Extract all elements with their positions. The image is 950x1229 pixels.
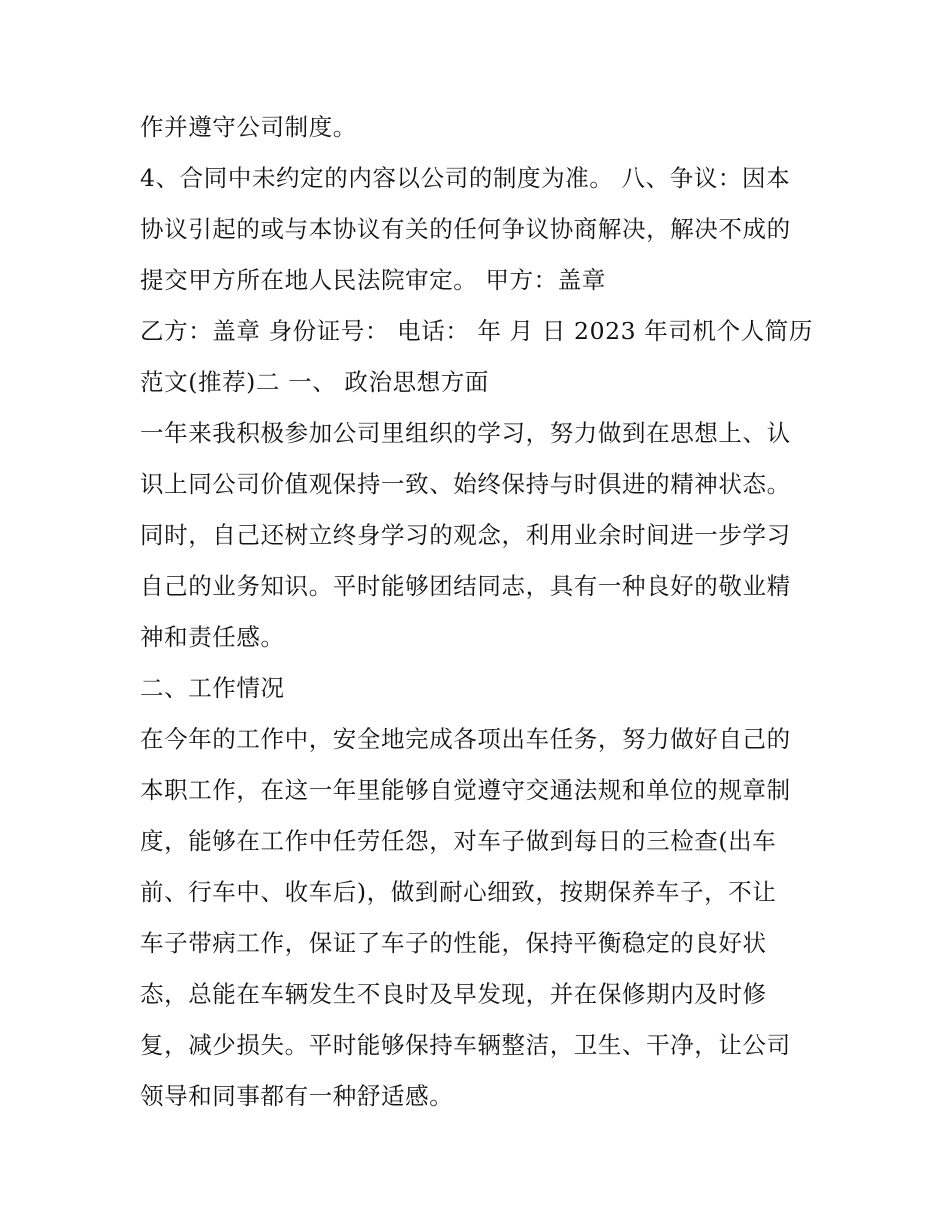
text-line: 在今年的工作中，安全地完成各项出车任务，努力做好自己的: [140, 725, 791, 753]
text-line: 识上同公司价值观保持一致、始终保持与时俱进的精神状态。: [140, 470, 791, 498]
text-line: 态，总能在车辆发生不良时及早发现，并在保修期内及时修: [140, 980, 767, 1008]
text-line: 自己的业务知识。平时能够团结同志，具有一种良好的敬业精: [140, 572, 791, 600]
text-line: 4、合同中未约定的内容以公司的制度为准。 八、争议：因本: [140, 164, 791, 192]
text-line: 一年来我积极参加公司里组织的学习，努力做到在思想上、认: [140, 419, 791, 447]
section-heading: 二、工作情况: [140, 674, 285, 702]
text-line: 车子带病工作，保证了车子的性能，保持平衡稳定的良好状: [140, 929, 767, 957]
text-line: 乙方：盖章 身份证号： 电话： 年 月 日 2023 年司机个人简历: [140, 317, 813, 345]
text-line: 度，能够在工作中任劳任怨，对车子做到每日的三检查(出车: [140, 827, 777, 855]
text-line: 作并遵守公司制度。: [140, 113, 357, 141]
text-line: 范文(推荐)二 一、 政治思想方面: [140, 368, 489, 396]
text-line: 本职工作，在这一年里能够自觉遵守交通法规和单位的规章制: [140, 776, 791, 804]
text-line: 神和责任感。: [140, 623, 285, 651]
text-line: 前、行车中、收车后)，做到耐心细致，按期保养车子，不让: [140, 878, 777, 906]
text-line: 同时，自己还树立终身学习的观念，利用业余时间进一步学习: [140, 521, 791, 549]
text-line: 协议引起的或与本协议有关的任何争议协商解决，解决不成的: [140, 215, 791, 243]
text-line: 领导和同事都有一种舒适感。: [140, 1082, 454, 1110]
text-line: 复，减少损失。平时能够保持车辆整洁，卫生、干净，让公司: [140, 1031, 791, 1059]
document-body: [140, 102, 820, 1122]
text-line: 提交甲方所在地人民法院审定。 甲方：盖章: [140, 266, 606, 294]
